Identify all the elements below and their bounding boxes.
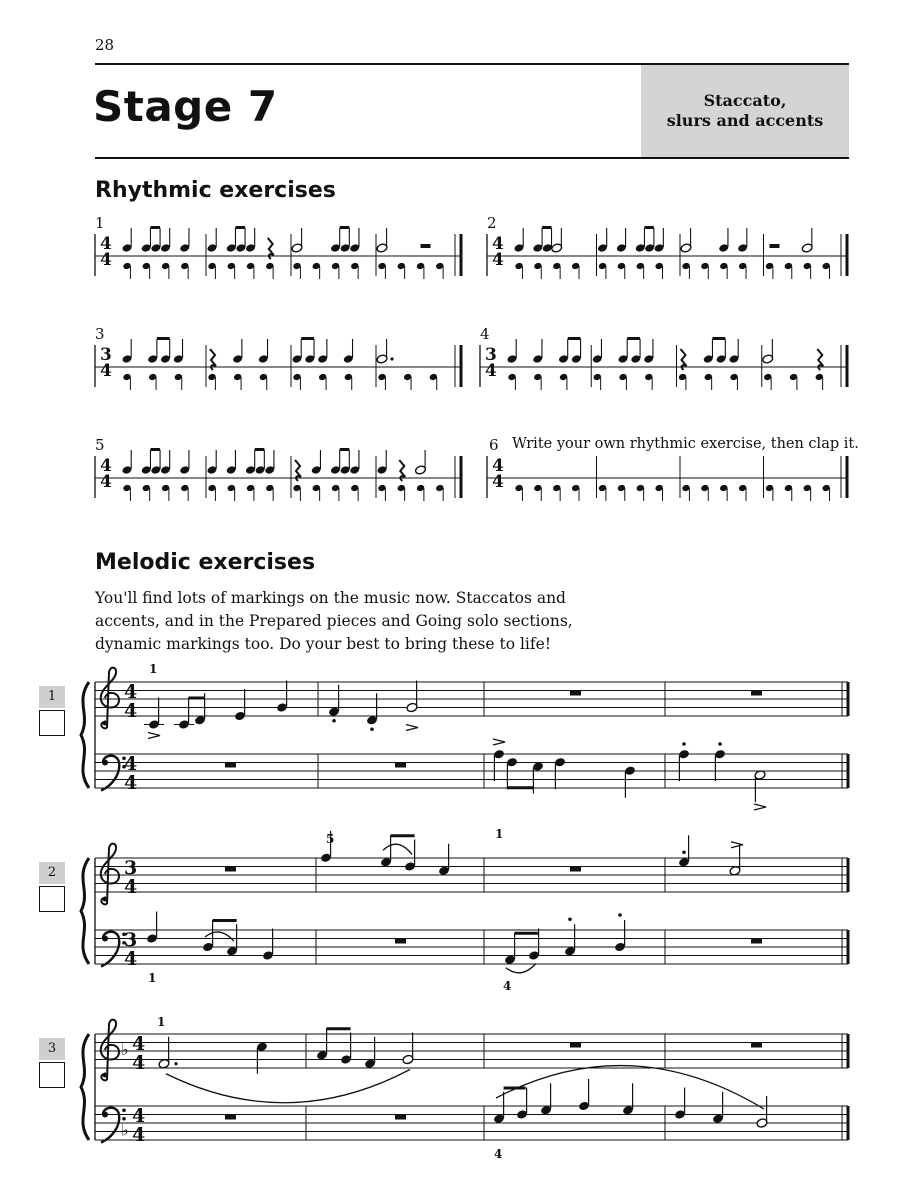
whole-rest <box>751 939 762 944</box>
dot <box>174 1062 177 1065</box>
rhythm-ex-number-6: 6 <box>489 436 499 454</box>
stage-title: Stage 7 <box>93 82 278 131</box>
rhythmic-heading: Rhythmic exercises <box>95 178 336 203</box>
ex3-treble-time-top: 4 <box>132 1033 146 1055</box>
beam <box>644 226 653 229</box>
ex2-treble-time-top: 3 <box>124 857 138 879</box>
rhythm-ex3-time-bottom: 4 <box>100 361 112 381</box>
slur <box>383 844 412 854</box>
treble-clef <box>101 668 119 729</box>
slur-long <box>166 1070 410 1103</box>
dot <box>390 357 393 360</box>
fingering-lower-b: 4 <box>503 979 512 993</box>
bass-clef-dot <box>122 1108 126 1112</box>
flat-sign: ♭ <box>121 1040 129 1059</box>
beam <box>235 226 245 229</box>
melodic-ex-number-2: 2 <box>39 862 65 884</box>
beam <box>189 697 205 700</box>
whole-rest <box>570 867 581 872</box>
whole-rest <box>751 1043 762 1048</box>
brace <box>81 1034 89 1140</box>
ex2-bass-time-bottom: 4 <box>124 948 138 970</box>
beam <box>340 448 350 451</box>
staccato <box>682 850 686 854</box>
brace <box>81 682 89 788</box>
rhythm-ex6-instruction: Write your own rhythmic exercise, then clap it. <box>512 436 859 452</box>
staccato <box>568 917 572 921</box>
ex1-bass-time-top: 4 <box>124 753 138 775</box>
beam <box>391 834 415 837</box>
ex3-treble-time-bottom: 4 <box>132 1052 146 1074</box>
fingering-upper: 1 <box>157 1015 166 1029</box>
bass-clef-head <box>102 1112 108 1118</box>
rhythm-ex6-time-top: 4 <box>492 456 504 476</box>
half-rest <box>770 244 780 248</box>
rhythm-ex-number-4: 4 <box>480 325 490 343</box>
fingering-upper: 1 <box>149 662 158 676</box>
intro-line-1: You'll find lots of markings on the music now. Staccatos and <box>95 589 566 607</box>
melodic-heading: Melodic exercises <box>95 550 316 575</box>
whole-rest <box>395 1115 406 1120</box>
melodic-ex-number-1: 1 <box>39 686 65 708</box>
beam <box>712 337 725 340</box>
treble-clef-dot <box>103 721 108 726</box>
whole-rest <box>570 691 581 696</box>
fingering-upper: 5 <box>326 832 335 846</box>
rhythm-ex-number-2: 2 <box>487 214 497 232</box>
rhythm-ex2-time-top: 4 <box>492 234 504 254</box>
accent <box>731 842 743 848</box>
staccato <box>718 742 722 746</box>
whole-rest <box>395 939 406 944</box>
half-rest <box>421 244 431 248</box>
rhythm-ex-number-3: 3 <box>95 325 105 343</box>
fingering-lower: 4 <box>494 1147 503 1161</box>
beam <box>255 448 265 451</box>
treble-clef <box>101 1020 119 1081</box>
treble-clef-dot <box>103 897 108 902</box>
beam <box>150 448 160 451</box>
rhythm-ex5-time-top: 4 <box>100 456 112 476</box>
accent <box>406 725 418 731</box>
rhythm-ex5-time-bottom: 4 <box>100 472 112 492</box>
rhythm-ex3-time-top: 3 <box>100 345 112 365</box>
slur-long <box>496 1066 764 1109</box>
accent <box>754 804 766 810</box>
ex2-treble-time-bottom: 4 <box>124 876 138 898</box>
brace <box>81 858 89 964</box>
whole-rest <box>225 763 236 768</box>
fingering-lower: 1 <box>495 827 504 841</box>
beam <box>507 786 533 789</box>
intro-line-3: dynamic markings too. Do your best to bring these to life! <box>95 635 552 653</box>
whole-rest <box>751 691 762 696</box>
whole-rest <box>225 1115 236 1120</box>
beam <box>340 226 350 229</box>
accent <box>493 739 505 745</box>
treble-clef-dot <box>103 1073 108 1078</box>
accent <box>148 733 160 739</box>
rhythm-ex-number-1: 1 <box>95 214 105 232</box>
intro-line-2: accents, and in the Prepared pieces and Going solo sections, <box>95 612 573 630</box>
flat-sign: ♭ <box>121 1120 129 1140</box>
whole-rest <box>395 763 406 768</box>
rhythm-ex4-time-bottom: 4 <box>485 361 497 381</box>
slur <box>506 964 536 973</box>
ex3-bass-time-top: 4 <box>132 1105 146 1127</box>
fingering-lower-a: 1 <box>148 971 157 985</box>
topic-line-1: Staccato, <box>703 91 787 110</box>
page-number: 28 <box>95 36 115 54</box>
beam <box>301 337 314 340</box>
whole-rest <box>225 867 236 872</box>
rhythm-ex6-time-bottom: 4 <box>492 472 504 492</box>
ex1-bass-time-bottom: 4 <box>124 772 138 794</box>
bass-clef-head <box>102 936 108 942</box>
beam <box>157 337 170 340</box>
topic-line-2: slurs and accents <box>666 111 824 130</box>
melodic-ex-number-3: 3 <box>39 1038 65 1060</box>
beam <box>150 226 160 229</box>
rhythm-ex1-time-bottom: 4 <box>100 250 112 270</box>
beam <box>627 337 640 340</box>
ex1-treble-time-bottom: 4 <box>124 700 138 722</box>
bass-clef-head <box>102 760 108 766</box>
ex1-treble-time-top: 4 <box>124 681 138 703</box>
rhythm-ex4-time-top: 3 <box>485 345 497 365</box>
beam <box>542 226 551 229</box>
staccato <box>370 727 374 731</box>
treble-clef <box>101 844 119 905</box>
rhythm-ex1-time-top: 4 <box>100 234 112 254</box>
slur <box>205 932 234 941</box>
beam <box>327 1027 351 1030</box>
ex3-bass-time-bottom: 4 <box>132 1124 146 1146</box>
beam <box>515 932 539 935</box>
beam <box>568 337 581 340</box>
rhythm-ex2-time-bottom: 4 <box>492 250 504 270</box>
staccato <box>332 719 336 723</box>
whole-rest <box>570 1043 581 1048</box>
staccato <box>618 913 622 917</box>
rhythm-ex-number-5: 5 <box>95 436 105 454</box>
ex2-bass-time-top: 3 <box>124 929 138 951</box>
staccato <box>682 742 686 746</box>
beam <box>213 919 237 922</box>
